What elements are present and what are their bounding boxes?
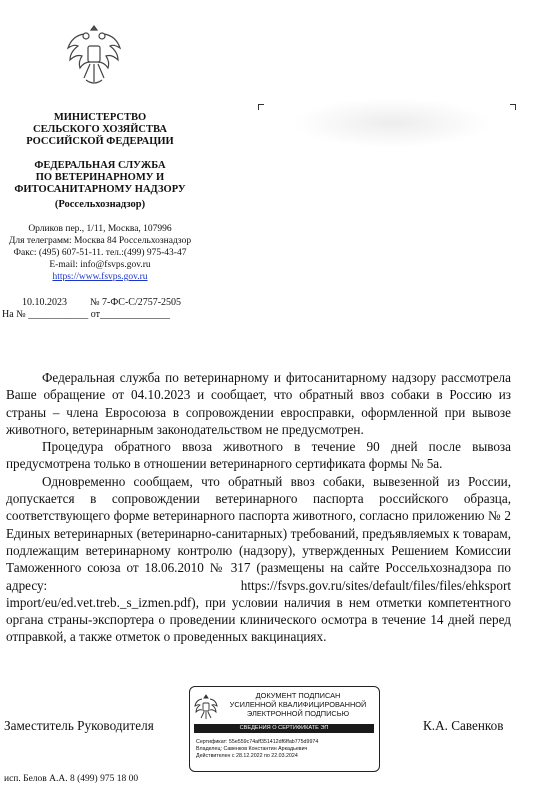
- address-block: Орликов пер., 1/11, Москва, 107996 Для телеграмм: Москва 84 Россельхознадзор Факс: (495) 607-51-11. тел.:(499) 975-43-47 E-mail: info@fsvps.gov.ru https://www.fsvps.gov.ru: [0, 223, 200, 283]
- stamp-owner: Владелец: Савенков Константин Аркадьевич: [196, 746, 308, 752]
- stamp-validity: Действителен с 28.12.2022 по 22.03.2024: [196, 753, 298, 759]
- reference-line: На № ____________ от______________: [2, 309, 170, 320]
- addressee-corner-mark: [510, 104, 516, 110]
- body-paragraph: Процедура обратного ввоза животного в течение 90 дней после вывоза предусмотрена только в отношении ветеринарного сертификата формы № 5а.: [6, 439, 511, 472]
- addressee-corner-mark: [258, 104, 264, 110]
- service-name: ФЕДЕРАЛЬНАЯ СЛУЖБА ПО ВЕТЕРИНАРНОМУ И ФИТОСАНИТАРНОМУ НАДЗОРУ: [14, 160, 186, 195]
- stamp-certificate-header: СВЕДЕНИЯ О СЕРТИФИКАТЕ ЭП: [194, 724, 374, 733]
- body-paragraph: Одновременно сообщаем, что обратный ввоз собаки, вывезенной из России, допускается в сопровождении ветеринарного паспорта российского образца, соответствующего форме ветеринарного паспорта животного, согласно приложению № 2 Единых ветеринарных (ветеринарно-санитарных) требований, предъявляемых к товарам, подлежащим ветеринарному контролю (надзору), утвержденных Решением Комиссии Таможенного союза от 18.06.2010 № 317 (размещены на сайте Россельхознадзора по адресу: https://fsvps.gov.ru/sites/default/files/files/ehksport import/eu/ed.vet.treb._s_izmen.pdf), при условии наличия в нем отметки компетентного органа страны-экспортера о проведении клинического осмотра в течение 14 дней перед отправкой, а также отметок о проведенных вакцинациях.: [6, 473, 511, 645]
- stamp-certificate: Сертификат: 55e559c74aff351412df6ffab775d9974: [196, 739, 319, 745]
- signatory-name: К.А. Савенков: [423, 718, 504, 733]
- ministry-name: МИНИСТЕРСТВО СЕЛЬСКОГО ХОЗЯЙСТВА РОССИЙСКОЙ ФЕДЕРАЦИИ: [26, 112, 174, 147]
- service-short-name: (Россельхознадзор): [54, 199, 146, 210]
- letter-body: [6, 369, 511, 646]
- signatory-role: Заместитель Руководителя: [4, 718, 154, 733]
- redacted-addressee: [292, 98, 492, 148]
- stamp-emblem-icon: [194, 693, 218, 721]
- body-paragraph: Федеральная служба по ветеринарному и фитосанитарному надзору рассмотрела Ваше обращение от 04.10.2023 и сообщает, что обратный ввоз собаки в Россию из страны – члена Евросоюза в сопровождении евросправки, оформленной при вывозе животного, ветеринарным законодательством не предусмотрен.: [6, 370, 511, 437]
- website-link[interactable]: https://www.fsvps.gov.ru: [52, 272, 148, 282]
- e-signature-stamp: [189, 686, 380, 772]
- stamp-title: ДОКУМЕНТ ПОДПИСАН УСИЛЕННОЙ КВАЛИФИЦИРОВАННОЙ ЭЛЕКТРОННОЙ ПОДПИСЬЮ: [229, 691, 367, 718]
- registration-date: 10.10.2023: [22, 297, 67, 308]
- executor-contact: исп. Белов А.А. 8 (499) 975 18 00: [4, 774, 139, 784]
- registration-number: № 7-ФС-С/2757-2505: [90, 297, 182, 308]
- coat-of-arms-emblem: [64, 20, 124, 90]
